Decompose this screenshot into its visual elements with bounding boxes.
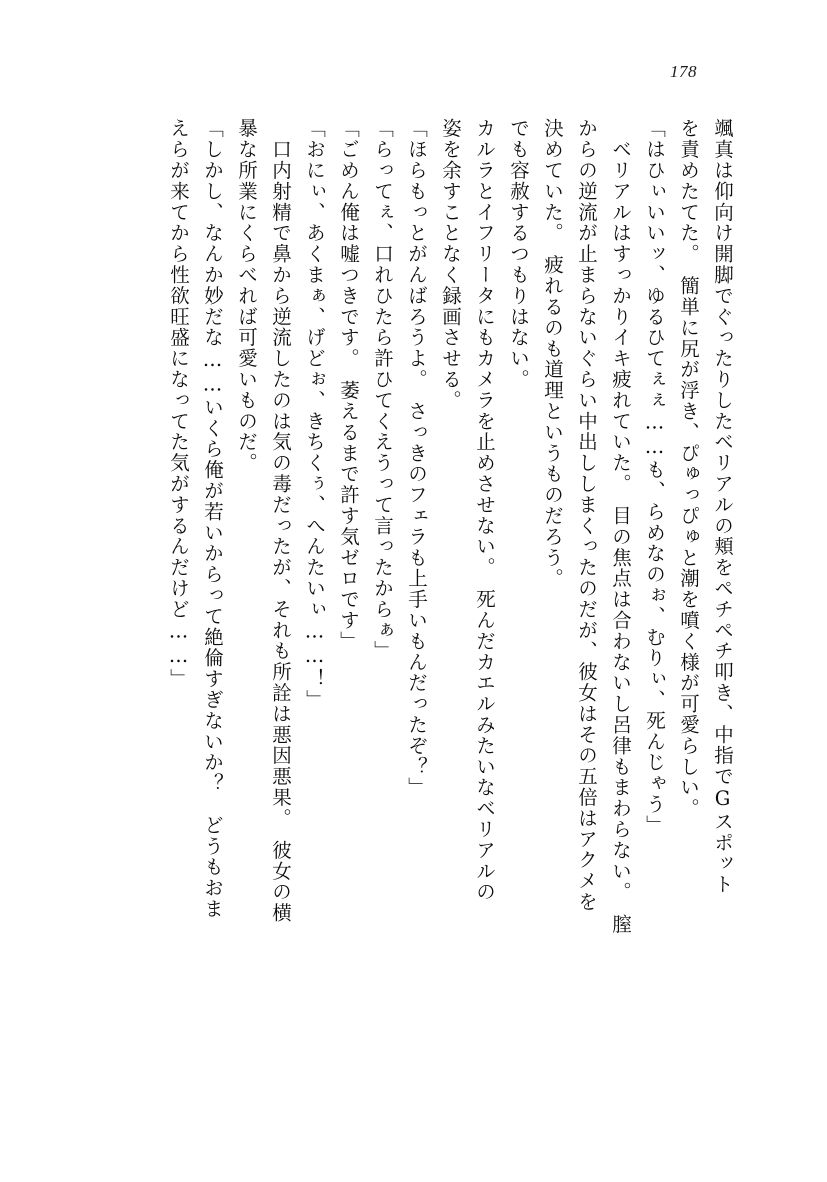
text-column: 「らってぇ、口れひたら許ひてくえうって言ったからぁ」: [371, 118, 394, 662]
text-column: 「おにぃ、あくまぁ、げどぉ、きちくぅ、へんたいぃ……！」: [303, 118, 326, 711]
text-column: でも容赦するつもりはない。: [507, 118, 530, 390]
text-column: 暴な所業にくらべれば可愛いものだ。: [235, 118, 258, 474]
text-column: からの逆流が止まらないぐらい中出ししまくったのだが、彼女はその五倍はアクメを: [575, 118, 598, 913]
text-column: カルラとイフリータにもカメラを止めさせない。 死んだカエルみたいなベリアルの: [473, 118, 496, 903]
text-column: 「ほらもっとがんばろうよ。 さっきのフェラも上手いもんだったぞ？」: [405, 118, 428, 798]
text-column: 姿を余すことなく録画させる。: [439, 118, 462, 411]
text-column: ベリアルはすっかりイキ疲れていた。 目の焦点は合わないし呂律もまわらない。 膣: [609, 118, 632, 935]
text-column: 決めていた。 疲れるのも道理というものだろう。: [541, 118, 564, 589]
text-column: 「しかし、なんか妙だな……いくら俺が若いからって絶倫すぎないか？ どうもおま: [201, 118, 224, 920]
page-number: 178: [670, 62, 697, 81]
vertical-text-block: [95, 118, 732, 1068]
text-column: 「ごめん俺は嘘つきです。 萎えるまで許す気ゼロです」: [337, 118, 360, 652]
text-column: 口内射精で鼻から逆流したのは気の毒だったが、それも所詮は悪因悪果。 彼女の横: [269, 118, 292, 924]
text-column: 「はひぃいいッ、ゆるひてぇぇ……も、らめなのぉ、むりぃ、死んじゃう」: [643, 118, 666, 836]
text-column: 颯真は仰向け開脚でぐったりしたベリアルの頬をペチペチ叩き、中指でGスポット: [711, 118, 734, 895]
text-column: えらが来てから性欲旺盛になってた気がするんだけど……」: [167, 118, 190, 690]
text-column: を責めたてた。 簡単に尻が浮き、ぴゅっぴゅと潮を噴く様が可愛らしい。: [677, 118, 700, 819]
